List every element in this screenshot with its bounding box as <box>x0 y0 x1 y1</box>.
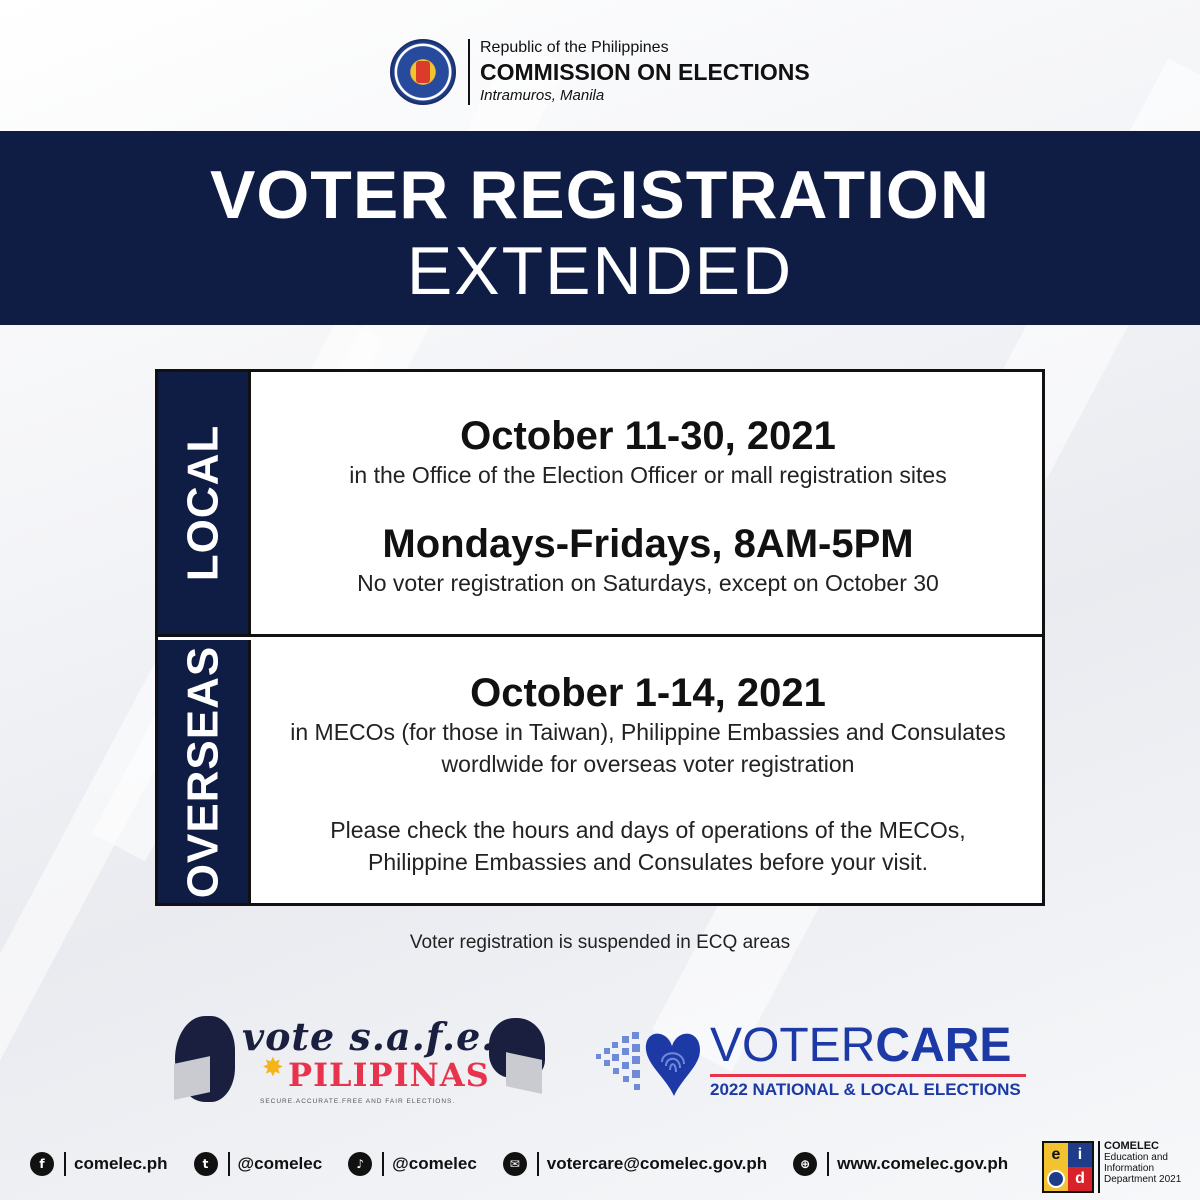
votercare-underline <box>710 1074 1026 1077</box>
footer-tiktok[interactable] <box>348 1152 477 1176</box>
overseas-date: October 1-14, 2021 <box>470 671 826 715</box>
local-details <box>254 372 1042 634</box>
footer-twitter-text: @comelec <box>237 1154 323 1173</box>
title-banner <box>0 131 1200 325</box>
footer-separator <box>537 1152 539 1176</box>
footer <box>30 1150 1034 1178</box>
mask-left-icon <box>174 1056 210 1100</box>
star-icon: ✸ <box>262 1052 284 1082</box>
votercare-wordmark-care: CARE <box>875 1019 1012 1072</box>
header-text <box>480 38 810 106</box>
schedule-table <box>155 369 1045 906</box>
header-location: Intramuros, Manila <box>480 87 605 104</box>
mask-right-icon <box>506 1052 542 1094</box>
votesafe-tagline: SECURE.ACCURATE.FREE AND FAIR ELECTIONS. <box>260 1098 456 1105</box>
footer-tiktok-text: @comelec <box>392 1154 477 1173</box>
facebook-icon: f <box>30 1152 54 1176</box>
eid-seal-icon <box>1044 1167 1068 1191</box>
pixel-heart-icon <box>596 1022 700 1102</box>
overseas-check-note-2: Philippine Embassies and Consulates before your visit. <box>368 849 928 875</box>
footer-website-text: www.comelec.gov.ph <box>837 1154 1009 1173</box>
footer-separator <box>827 1152 829 1176</box>
footer-email-text: votercare@comelec.gov.ph <box>546 1154 768 1173</box>
local-row <box>158 372 1042 637</box>
header-commission: COMMISSION ON ELECTIONS <box>480 59 810 85</box>
votesafe-wordmark: vote s.a.f.e. <box>242 1014 496 1059</box>
page-title: VOTER REGISTRATION <box>210 157 990 233</box>
eid-mark <box>1042 1141 1094 1193</box>
footer-separator <box>228 1152 230 1176</box>
eid-text <box>1098 1141 1181 1193</box>
eid-line-3: Information <box>1104 1163 1155 1174</box>
overseas-row <box>158 640 1042 903</box>
footer-email[interactable] <box>503 1152 767 1176</box>
local-hours: Mondays-Fridays, 8AM-5PM <box>382 522 914 566</box>
footer-facebook-text: comelec.ph <box>74 1154 168 1173</box>
comelec-seal-icon <box>390 39 456 105</box>
local-label-cell <box>158 372 251 634</box>
globe-icon: ⊕ <box>793 1152 817 1176</box>
pilipinas-wordmark: PILIPINAS <box>288 1056 490 1094</box>
eid-logo <box>1042 1141 1192 1193</box>
footer-twitter[interactable] <box>194 1152 323 1176</box>
page-subtitle: EXTENDED <box>406 233 794 309</box>
overseas-details <box>254 640 1042 903</box>
local-hours-note: No voter registration on Saturdays, except on October 30 <box>357 570 939 596</box>
tiktok-icon: ♪ <box>348 1152 372 1176</box>
eid-line-2: Education and <box>1104 1152 1168 1163</box>
local-date: October 11-30, 2021 <box>460 414 836 458</box>
email-icon: ✉ <box>503 1152 527 1176</box>
local-label: LOCAL <box>178 424 227 582</box>
footer-separator <box>64 1152 66 1176</box>
header-republic: Republic of the Philippines <box>480 39 669 56</box>
local-date-note: in the Office of the Election Officer or mall registration sites <box>349 462 947 488</box>
footer-facebook[interactable] <box>30 1152 168 1176</box>
overseas-date-note-2: wordlwide for overseas voter registration <box>441 751 855 777</box>
eid-letter-i: i <box>1068 1143 1092 1167</box>
votercare-logo <box>596 1018 1036 1108</box>
overseas-label-cell <box>158 640 251 903</box>
overseas-date-note-1: in MECOs (for those in Taiwan), Philippine Embassies and Consulates <box>290 719 1006 745</box>
ecq-footnote: Voter registration is suspended in ECQ areas <box>409 932 791 953</box>
eid-letter-e: e <box>1044 1143 1068 1167</box>
eid-letter-d: d <box>1068 1167 1092 1191</box>
vote-safe-pilipinas-logo <box>170 1012 550 1112</box>
header <box>390 34 830 110</box>
footer-separator <box>382 1152 384 1176</box>
footer-website[interactable] <box>793 1152 1008 1176</box>
header-divider <box>468 39 470 105</box>
eid-comelec: COMELEC <box>1104 1140 1159 1152</box>
overseas-label: OVERSEAS <box>178 645 228 898</box>
votercare-wordmark <box>710 1018 1011 1074</box>
twitter-icon: t <box>194 1152 218 1176</box>
votercare-wordmark-voter: VOTER <box>710 1019 876 1072</box>
overseas-check-note-1: Please check the hours and days of operations of the MECOs, <box>330 817 966 843</box>
eid-line-4: Department 2021 <box>1104 1174 1182 1185</box>
votercare-subtitle: 2022 NATIONAL & LOCAL ELECTIONS <box>710 1080 1021 1099</box>
